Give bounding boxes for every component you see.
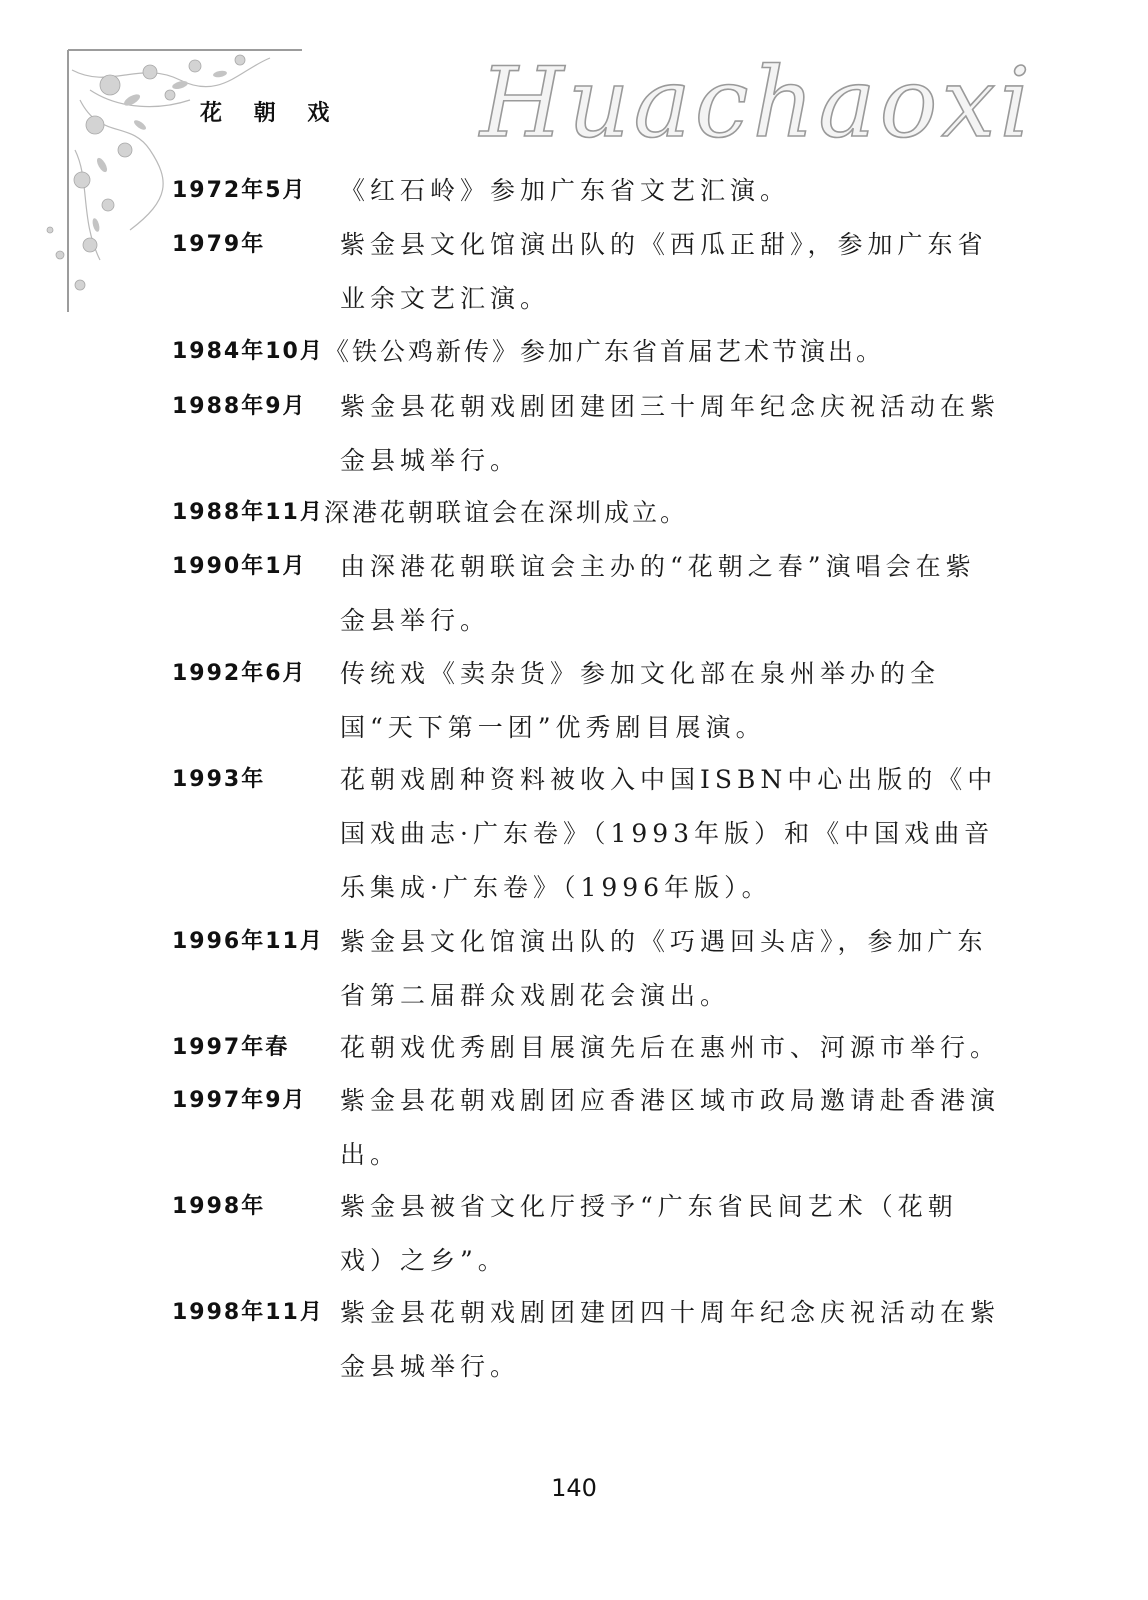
entry-text: 紫金县花朝戏剧团应香港区域市政局邀请赴香港演出。 bbox=[340, 1086, 1001, 1169]
entry-date: 1997年9月 bbox=[172, 1088, 307, 1113]
entry-date: 1996年11月 bbox=[172, 929, 324, 954]
entry-text: 花朝戏优秀剧目展演先后在惠州市、河源市举行。 bbox=[340, 1033, 1001, 1062]
entry-text: 《铁公鸡新传》参加广东省首届艺术节演出。 bbox=[324, 337, 885, 366]
entry-date: 1990年1月 bbox=[172, 554, 307, 579]
entry-date: 1979年 bbox=[172, 232, 266, 257]
entry-date: 1997年春 bbox=[172, 1035, 290, 1060]
entry-text: 紫金县花朝戏剧团建团四十周年纪念庆祝活动在紫金县城举行。 bbox=[340, 1298, 1001, 1381]
entry-date: 1988年11月 bbox=[172, 500, 324, 525]
entry-text: 紫金县文化馆演出队的《巧遇回头店》，参加广东省第二届群众戏剧花会演出。 bbox=[340, 927, 988, 1010]
page-number: 140 bbox=[551, 1474, 597, 1502]
entry-date: 1988年9月 bbox=[172, 394, 307, 419]
entry-text: 《红石岭》参加广东省文艺汇演。 bbox=[340, 176, 791, 205]
entry-date: 1984年10月 bbox=[172, 339, 324, 364]
running-header-title: 花 朝 戏 bbox=[200, 101, 342, 126]
entry-text: 紫金县文化馆演出队的《西瓜正甜》，参加广东省业余文艺汇演。 bbox=[340, 230, 988, 313]
entry-text: 深港花朝联谊会在深圳成立。 bbox=[324, 498, 689, 527]
entry-text: 由深港花朝联谊会主办的“花朝之春”演唱会在紫金县举行。 bbox=[340, 552, 976, 635]
entry-text: 传统戏《卖杂货》参加文化部在泉州举办的全国“天下第一团”优秀剧目展演。 bbox=[340, 659, 941, 742]
entry-date: 1998年11月 bbox=[172, 1300, 324, 1325]
entry-date: 1992年6月 bbox=[172, 661, 307, 686]
svg-text:Huachaoxi: Huachaoxi bbox=[480, 48, 1035, 158]
entry-text: 紫金县被省文化厅授予“广东省民间艺术（花朝戏）之乡”。 bbox=[340, 1192, 958, 1275]
entry-text: 紫金县花朝戏剧团建团三十周年纪念庆祝活动在紫金县城举行。 bbox=[340, 392, 1001, 475]
entry-text: 花朝戏剧种资料被收入中国ISBN中心出版的《中国戏曲志·广东卷》（1993年版）和《中国戏曲音乐集成·广东卷》（1996年版）。 bbox=[340, 765, 998, 902]
entry-date: 1993年 bbox=[172, 767, 266, 792]
entry-date: 1972年5月 bbox=[172, 178, 307, 203]
entry-date: 1998年 bbox=[172, 1194, 266, 1219]
